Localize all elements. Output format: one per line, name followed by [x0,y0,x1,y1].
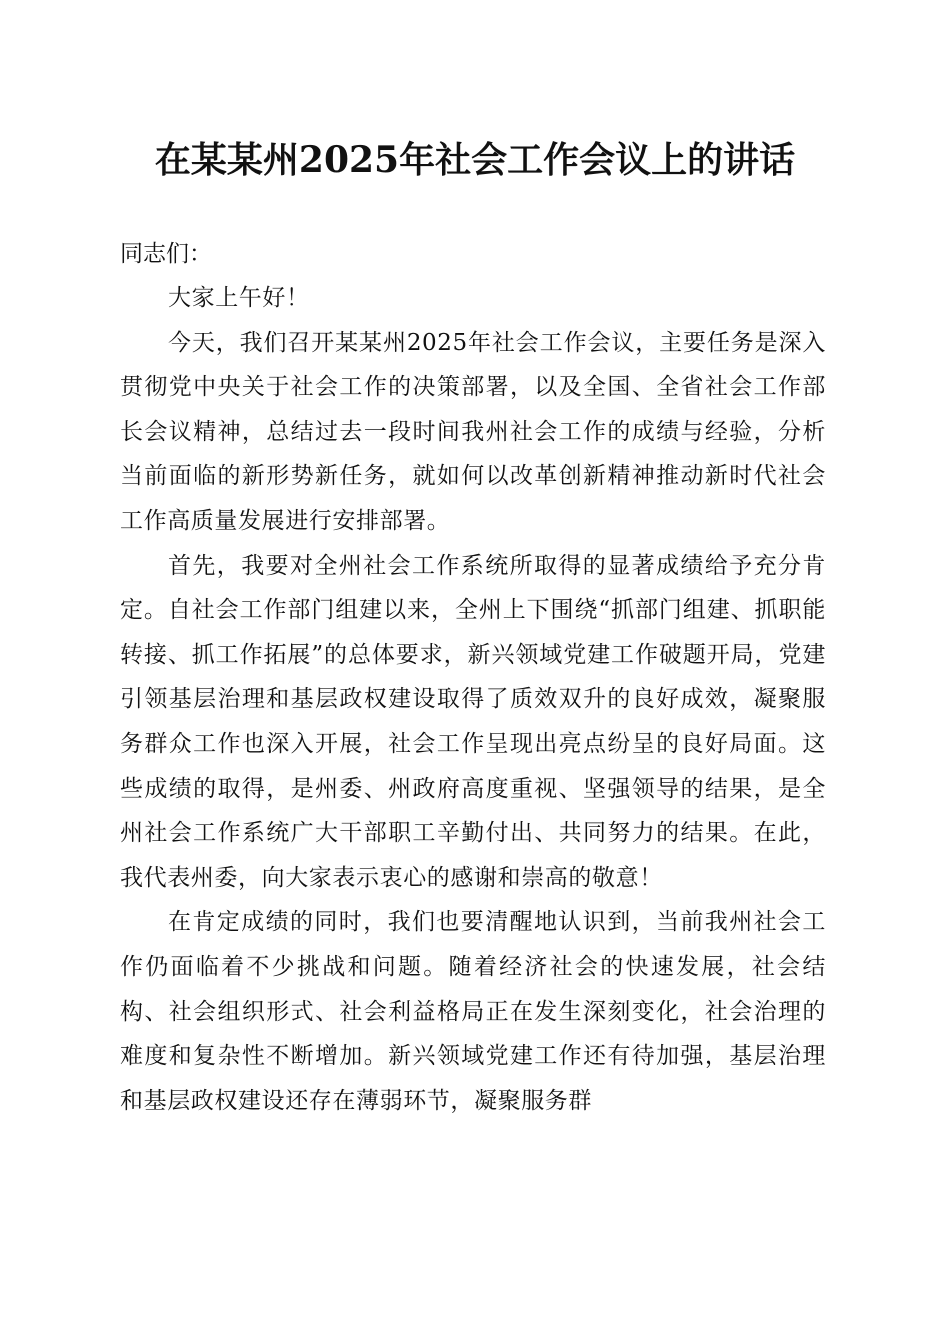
document-body [120,232,826,1123]
salutation: 同志们： [120,241,212,267]
paragraph-meeting-purpose: 今天，我们召开某某州2025年社会工作会议，主要任务是深入贯彻党中央关于社会工作的决策部署，以及全国、全省社会工作部长会议精神，总结过去一段时间我州社会工作的成绩与经验，分析当前面临的新形势新任务，就如何以改革创新精神推动新时代社会工作高质量发展进行安排部署。 [120,329,826,534]
paragraph-greeting: 大家上午好！ [168,285,310,311]
document-title: 在某某州2025年社会工作会议上的讲话 [154,139,796,181]
paragraph-achievements: 首先，我要对全州社会工作系统所取得的显著成绩给予充分肯定。自社会工作部门组建以来，全州上下围绕“抓部门组建、抓职能转接、抓工作拓展”的总体要求，新兴领域党建工作破题开局，党建引领基层治理和基层政权建设取得了质效双升的良好成效，凝聚服务群众工作也深入开展，社会工作呈现出亮点纷呈的良好局面。这些成绩的取得，是州委、州政府高度重视、坚强领导的结果，是全州社会工作系统广大干部职工辛勤付出、共同努力的结果。在此，我代表州委，向大家表示衷心的感谢和崇高的敬意！ [120,552,826,891]
paragraph-challenges: 在肯定成绩的同时，我们也要清醒地认识到，当前我州社会工作仍面临着不少挑战和问题。随着经济社会的快速发展，社会结构、社会组织形式、社会利益格局正在发生深刻变化，社会治理的难度和复杂性不断增加。新兴领域党建工作还有待加强，基层治理和基层政权建设还存在薄弱环节，凝聚服务群 [120,909,826,1114]
